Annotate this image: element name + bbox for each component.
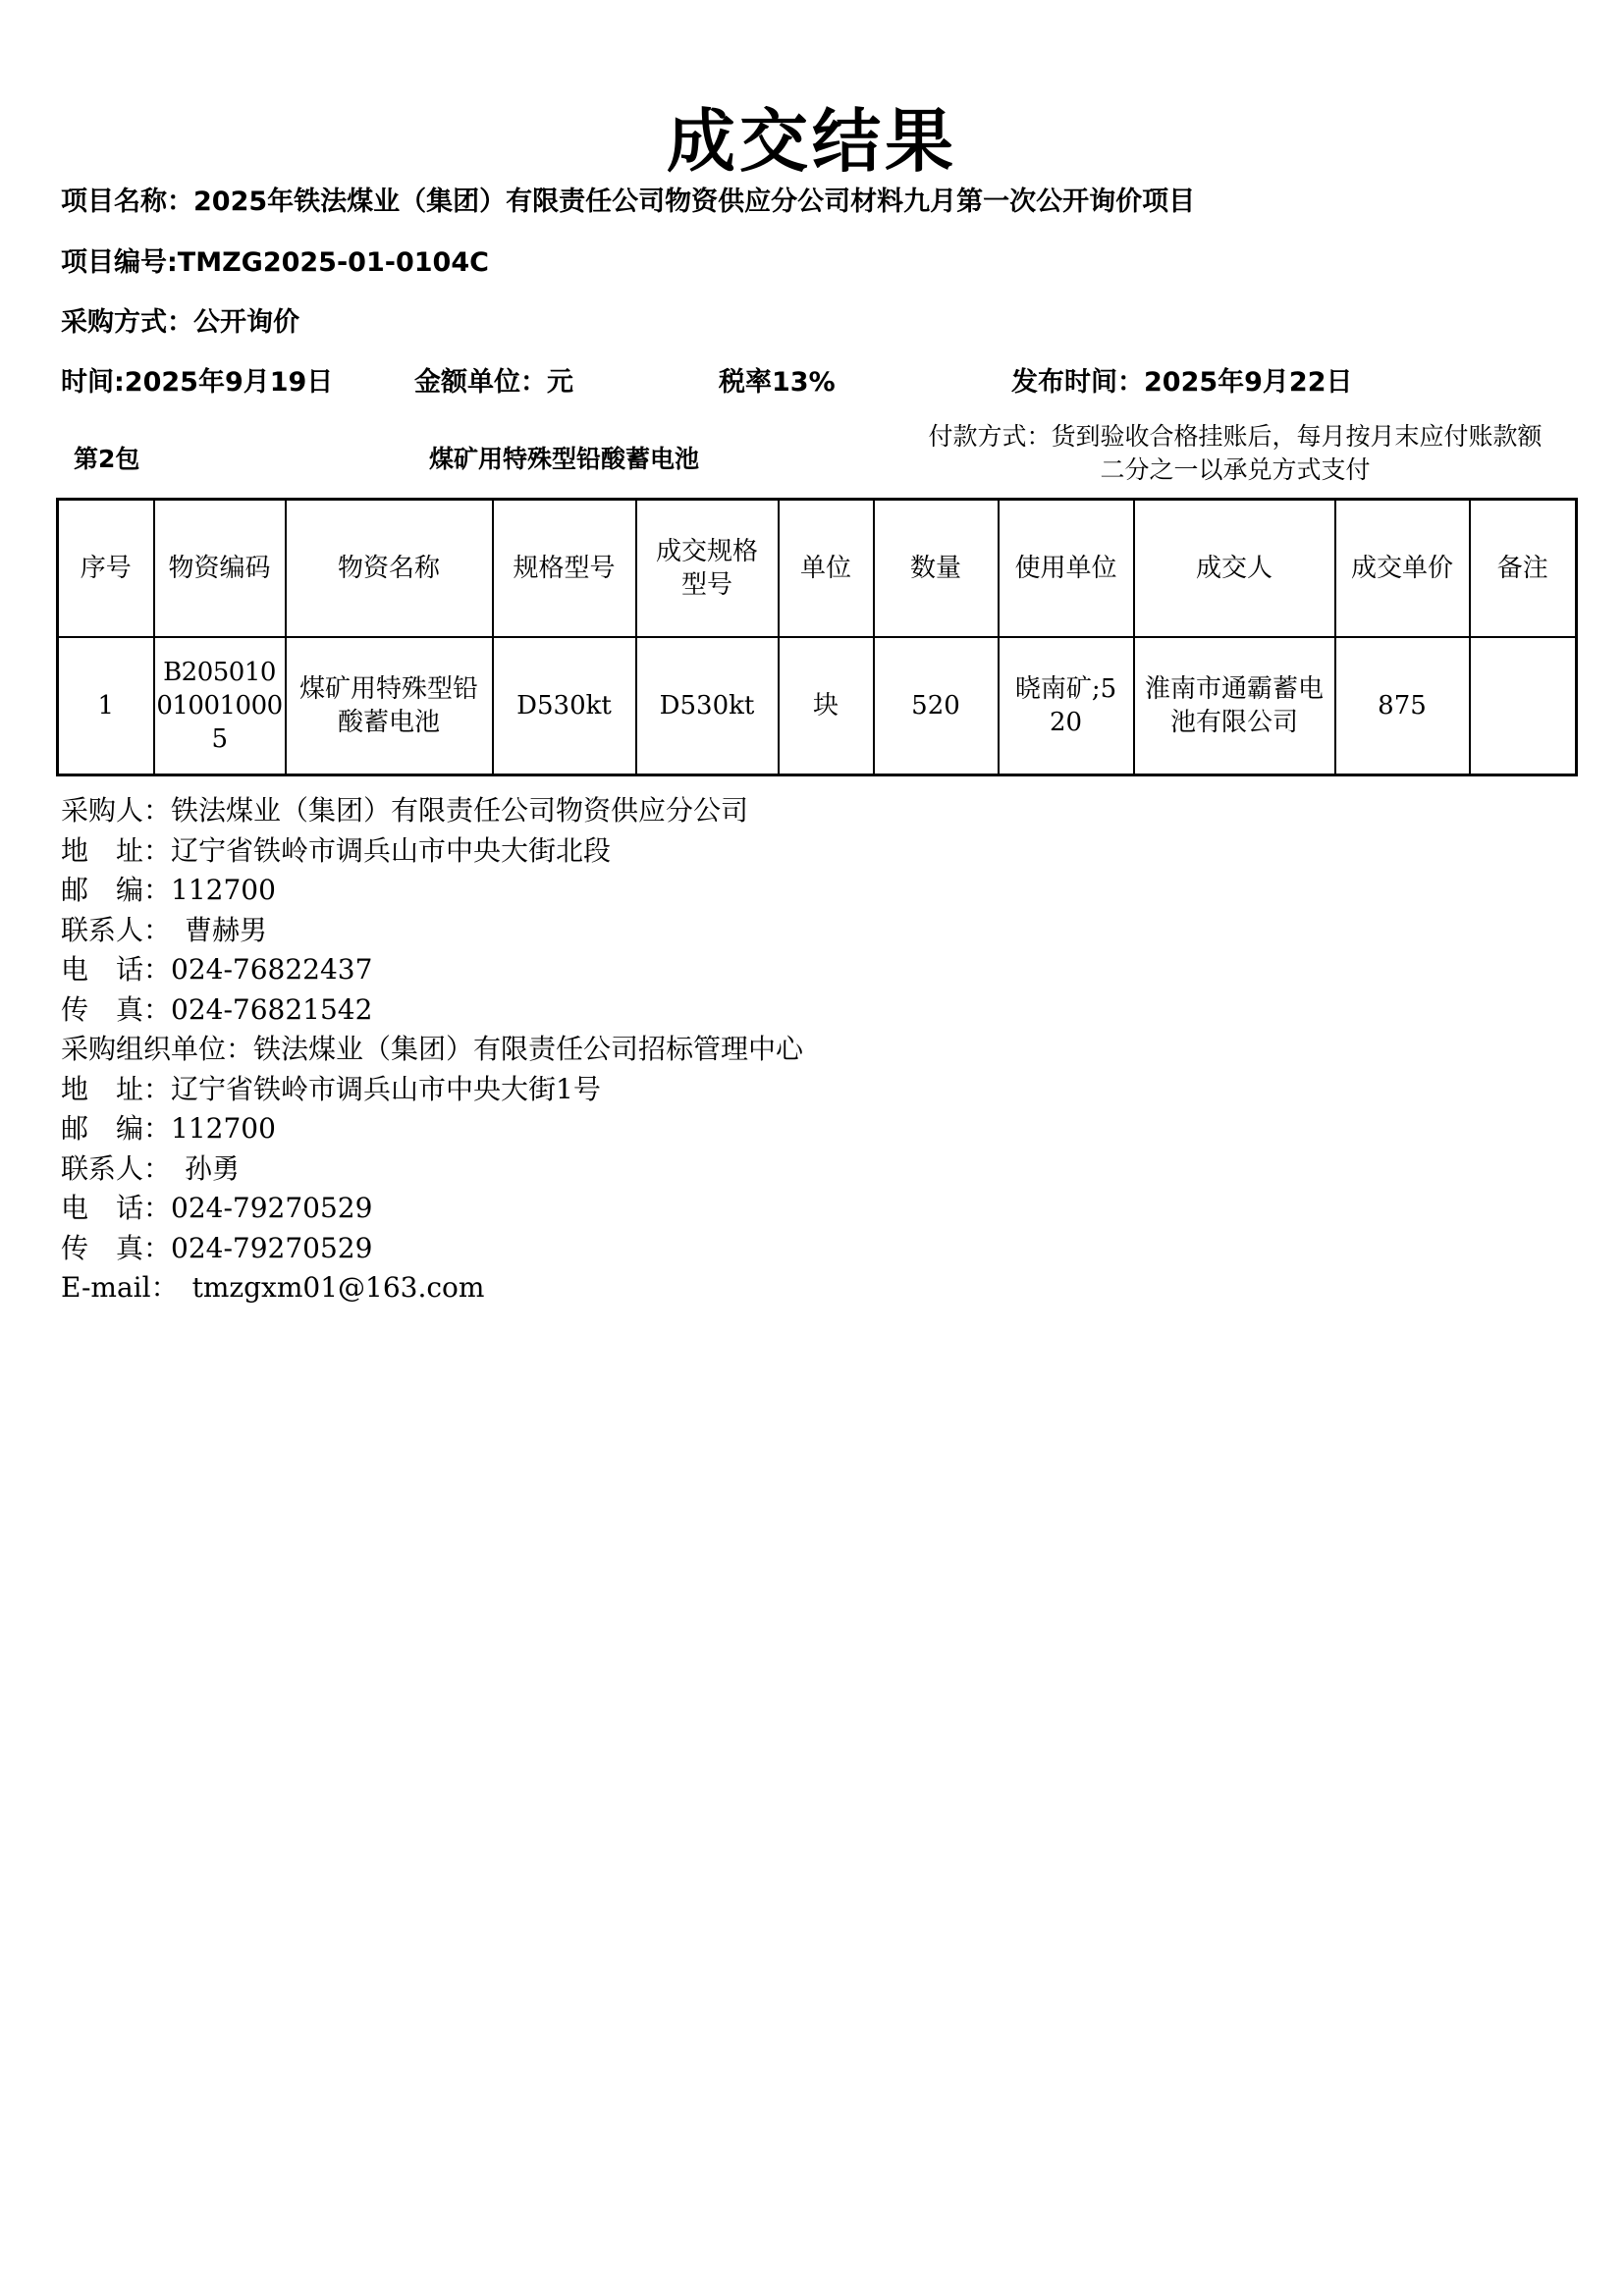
- header-cell: 序号: [58, 500, 154, 638]
- result-table: [56, 498, 1578, 776]
- buyer-phone: 电 话：024-76822437: [61, 953, 373, 986]
- procurement-method: 采购方式：公开询价: [61, 307, 299, 338]
- cell-remark: [1470, 637, 1577, 775]
- cell-spec: D530kt: [493, 637, 636, 775]
- cell-winner: 淮南市通霸蓄电池有限公司: [1134, 637, 1335, 775]
- header-cell: 使用单位: [999, 500, 1134, 638]
- header-cell: 成交人: [1134, 500, 1335, 638]
- buyer-postcode: 邮 编：112700: [61, 874, 276, 906]
- header-cell: 规格型号: [493, 500, 636, 638]
- header-cell: 备注: [1470, 500, 1577, 638]
- buyer-contact: 联系人： 曹赫男: [61, 913, 268, 946]
- page-title: 成交结果: [667, 101, 957, 182]
- cell-quantity: 520: [874, 637, 999, 775]
- table-header-row: [58, 500, 1577, 638]
- org-postcode: 邮 编：112700: [61, 1112, 276, 1145]
- cell-index: 1: [58, 637, 154, 775]
- org-phone: 电 话：024-79270529: [61, 1192, 373, 1224]
- cell-unit: 块: [779, 637, 874, 775]
- buyer-address: 地 址：辽宁省铁岭市调兵山市中央大街北段: [61, 833, 612, 867]
- cell-material-name: 煤矿用特殊型铅酸蓄电池: [286, 637, 493, 775]
- quote-time: 时间:2025年9月19日: [61, 367, 334, 398]
- publish-time: 发布时间：2025年9月22日: [1011, 367, 1353, 398]
- buyer-fax: 传 真：024-76821542: [61, 992, 373, 1026]
- project-name: 项目名称：2025年铁法煤业（集团）有限责任公司物资供应分公司材料九月第一次公开询价项目: [61, 187, 1196, 217]
- payment-terms: [882, 420, 1589, 487]
- package-name: 煤矿用特殊型铅酸蓄电池: [429, 445, 700, 473]
- cell-user-unit: 晓南矿;520: [999, 637, 1134, 775]
- org-fax: 传 真：024-79270529: [61, 1231, 373, 1264]
- buyer-name: 采购人：铁法煤业（集团）有限责任公司物资供应分公司: [61, 794, 749, 827]
- header-cell: 成交规格型号: [636, 500, 779, 638]
- header-cell: 物资名称: [286, 500, 493, 638]
- table-row: [58, 637, 1577, 775]
- org-name: 采购组织单位：铁法煤业（集团）有限责任公司招标管理中心: [61, 1033, 804, 1065]
- package-label: 第2包: [74, 445, 140, 473]
- cell-deal-spec: D530kt: [636, 637, 779, 775]
- header-cell: 成交单价: [1335, 500, 1470, 638]
- header-cell: 单位: [779, 500, 874, 638]
- payment-terms-line2: 二分之一以承兑方式支付: [1100, 455, 1371, 484]
- cell-material-code: B205010010010005: [154, 637, 286, 775]
- contact-info: [61, 791, 803, 1308]
- org-contact: 联系人： 孙勇: [61, 1151, 241, 1185]
- email-link[interactable]: E-mail： tmzgxm01@163.com: [61, 1271, 485, 1304]
- header-cell: 数量: [874, 500, 999, 638]
- header-cell: 物资编码: [154, 500, 286, 638]
- cell-unit-price: 875: [1335, 637, 1470, 775]
- org-address: 地 址：辽宁省铁岭市调兵山市中央大街1号: [61, 1072, 601, 1105]
- project-number: 项目编号:TMZG2025-01-0104C: [61, 247, 489, 278]
- tax-rate: 税率13%: [719, 367, 836, 398]
- payment-terms-line1: 付款方式：货到验收合格挂账后，每月按月末应付账款额: [928, 422, 1543, 451]
- currency-unit: 金额单位：元: [414, 367, 573, 398]
